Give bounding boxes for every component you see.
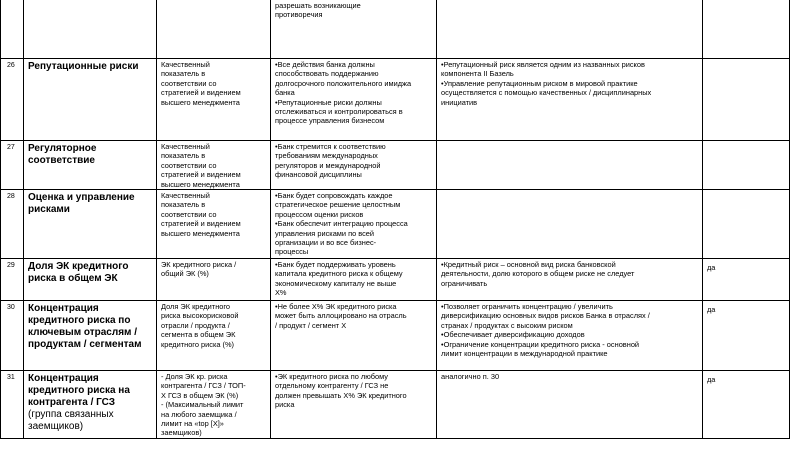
metric-name-cell <box>24 190 157 259</box>
metric-name: Концентрация кредитного риска на контрагента / ГСЗ <box>28 373 130 409</box>
policy-cell <box>271 301 437 371</box>
cell-line: •Банк стремится к соответствию <box>275 142 386 151</box>
cell-line: •ЭК кредитного риска по любому <box>275 372 388 382</box>
cell-line: стратегией и видением <box>161 88 241 98</box>
cell-line: диверсификацию основных видов рисков Банка в отраслях / <box>441 311 650 321</box>
cell-line: •Все действия банка должны <box>275 60 375 69</box>
cell-line: регуляторов и международной <box>275 160 381 170</box>
cell-line: / продукт / сегмент X <box>275 320 347 330</box>
cell-line: инициатив <box>441 97 478 107</box>
cell-line: - Доля ЭК кр. риска <box>161 372 228 382</box>
cell-line: •Репутационные риски должны <box>275 97 382 107</box>
cell-line: Качественный <box>161 142 210 151</box>
rationale-cell <box>437 301 703 371</box>
cell-line: стратегией и видением <box>161 170 241 180</box>
cell-line: показатель в <box>161 69 206 79</box>
table-row <box>1 59 790 141</box>
cell-line: должен превышать X% ЭК кредитного <box>275 390 407 400</box>
cell-line: процессом оценки рисков <box>275 209 364 219</box>
cell-line: •Банк обеспечит интеграцию процесса <box>275 219 408 229</box>
cell-line: лимит концентрации в международной практике <box>441 349 608 359</box>
indicator-cell <box>157 371 271 439</box>
cell-line: финансовой дисциплины <box>275 170 362 180</box>
cell-line: контрагента / ГСЗ / ТОП- <box>161 381 246 391</box>
cell-line: способствовать поддержанию <box>275 69 379 79</box>
flag-cell <box>703 0 790 59</box>
metric-name: Оценка и управление рисками <box>28 192 135 216</box>
cell-line: •Ограничение концентрации кредитного риска - основной <box>441 339 640 349</box>
metric-name-cell <box>24 371 157 439</box>
rationale-cell <box>437 371 703 439</box>
cell-line: высшего менеджмента <box>161 179 240 189</box>
cell-line: •Банк будет сопровождать каждое <box>275 191 393 201</box>
cell-line: отслеживаться и контролироваться в <box>275 107 403 117</box>
cell-line: может быть аллоцировано на отрасль <box>275 311 407 321</box>
cell-line: высшего менеджмента <box>161 97 240 107</box>
indicator-cell <box>157 59 271 141</box>
cell-line: экономическому капиталу не выше <box>275 278 397 288</box>
cell-line: ограничивать <box>441 278 488 288</box>
cell-line: капитала кредитного риска к общему <box>275 269 403 279</box>
table-row <box>1 0 790 59</box>
cell-line: •Кредитный риск – основной вид риска банковской <box>441 260 616 270</box>
row-number: 27 <box>1 141 24 190</box>
cell-line: стратегией и видением <box>161 219 241 229</box>
rationale-cell <box>437 259 703 301</box>
cell-line: соответствии со <box>161 160 217 170</box>
row-number: 30 <box>1 301 24 371</box>
cell-line: соответствии со <box>161 209 217 219</box>
cell-line: осуществляется с помощью качественных / дисциплинарных <box>441 88 652 98</box>
cell-line: на любого заемщика / <box>161 409 237 419</box>
cell-line: компонента II Базель <box>441 69 514 79</box>
cell-line: риска <box>275 400 295 410</box>
cell-line: показатель в <box>161 200 206 210</box>
cell-line: X ГСЗ в общем ЭК (%) <box>161 390 239 400</box>
rationale-cell <box>437 0 703 59</box>
cell-line: Доля ЭК кредитного <box>161 302 231 312</box>
policy-cell <box>271 190 437 259</box>
cell-line: кредитного риска (%) <box>161 339 234 349</box>
cell-line: аналогично п. 30 <box>441 372 500 382</box>
indicator-cell <box>157 0 271 59</box>
metric-name: Концентрация кредитного риска по ключевым отраслям / продуктам / сегментам <box>28 303 142 351</box>
cell-line: процессе управления бизнесом <box>275 116 385 126</box>
cell-line: Качественный <box>161 191 210 201</box>
flag-cell: да <box>703 259 790 301</box>
flag-cell: да <box>703 301 790 371</box>
flag-cell <box>703 190 790 259</box>
cell-line: требованиям международных <box>275 151 378 161</box>
cell-line: •Управление репутационным риском в мировой практике <box>441 78 638 88</box>
cell-line: ЭК кредитного риска / <box>161 260 237 270</box>
row-number: 29 <box>1 259 24 301</box>
row-number: 31 <box>1 371 24 439</box>
metric-name-note: (группа связанных заемщиков) <box>28 409 114 433</box>
policy-cell <box>271 59 437 141</box>
rationale-cell <box>437 59 703 141</box>
cell-line: соответствии со <box>161 78 217 88</box>
cell-line: •Обеспечивает диверсификацию доходов <box>441 330 585 340</box>
policy-cell <box>271 141 437 190</box>
flag-cell <box>703 141 790 190</box>
metric-name: Доля ЭК кредитного риска в общем ЭК <box>28 261 129 285</box>
cell-line: •Не более X% ЭК кредитного риска <box>275 302 397 312</box>
cell-line: высшего менеджмента <box>161 228 240 238</box>
cell-line: стратегическое решение целостным <box>275 200 401 210</box>
rationale-cell <box>437 141 703 190</box>
indicator-cell <box>157 190 271 259</box>
cell-line: риска высокорисковой <box>161 311 239 321</box>
table-row <box>1 141 790 190</box>
metric-name: Регуляторное соответствие <box>28 143 97 166</box>
table-row <box>1 301 790 371</box>
cell-line: отрасли / продукта / <box>161 320 230 330</box>
cell-line: управления рисками по всей <box>275 228 375 238</box>
cell-line: противоречия <box>275 10 323 20</box>
cell-line: •Репутационный риск является одним из названных рисков <box>441 60 645 69</box>
flag-cell <box>703 59 790 141</box>
cell-line: странах / продуктах с высоким риском <box>441 320 573 330</box>
flag-cell: да <box>703 371 790 439</box>
metric-name-cell <box>24 59 157 141</box>
cell-line: X% <box>275 288 287 298</box>
cell-line: сегмента в общем ЭК <box>161 330 236 340</box>
metric-name-cell <box>24 0 157 59</box>
metric-name-cell <box>24 301 157 371</box>
cell-line: - (Максимальный лимит <box>161 400 244 410</box>
cell-line: •Позволяет ограничить концентрацию / увеличить <box>441 302 613 312</box>
cell-line: •Банк будет поддерживать уровень <box>275 260 396 270</box>
table-row <box>1 371 790 439</box>
cell-line: отдельному контрагенту / ГСЗ не <box>275 381 389 391</box>
cell-line: показатель в <box>161 151 206 161</box>
policy-cell <box>271 259 437 301</box>
cell-line: разрешать возникающие <box>275 1 361 10</box>
rationale-cell <box>437 190 703 259</box>
row-number: 28 <box>1 190 24 259</box>
row-number: 26 <box>1 59 24 141</box>
row-number <box>1 0 24 59</box>
metric-name-cell <box>24 141 157 190</box>
cell-line: деятельности, долю которого в общем риске не следует <box>441 269 635 279</box>
table-row <box>1 190 790 259</box>
cell-line: банка <box>275 88 295 98</box>
cell-line: Качественный <box>161 60 210 69</box>
cell-line: процессы <box>275 247 309 257</box>
cell-line: организации и во все бизнес- <box>275 238 377 248</box>
cell-line: заемщиков) <box>161 428 202 438</box>
indicator-cell <box>157 301 271 371</box>
policy-cell <box>271 0 437 59</box>
indicator-cell <box>157 141 271 190</box>
cell-line: лимит на «top [X]» <box>161 419 224 429</box>
policy-cell <box>271 371 437 439</box>
metric-name: Репутационные риски <box>28 61 139 72</box>
cell-line: общий ЭК (%) <box>161 269 209 279</box>
metric-name-cell <box>24 259 157 301</box>
table-row <box>1 259 790 301</box>
indicator-cell <box>157 259 271 301</box>
cell-line: долгосрочного положительного имиджа <box>275 78 412 88</box>
